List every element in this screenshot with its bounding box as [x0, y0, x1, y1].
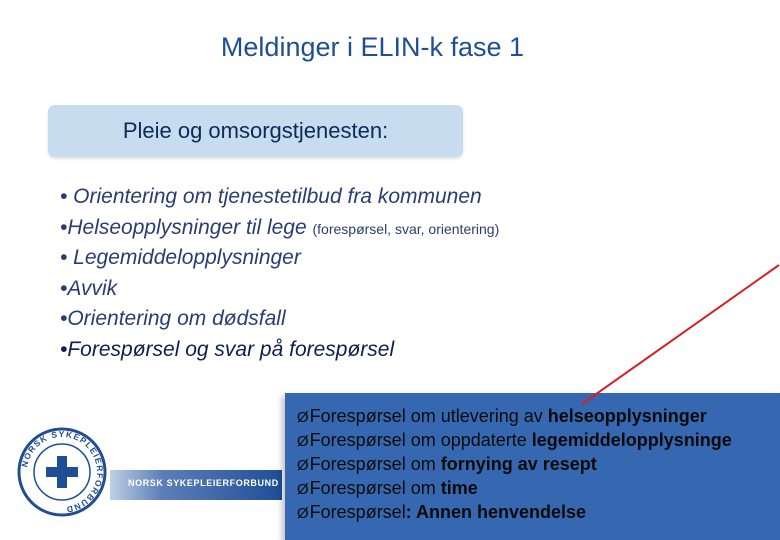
logo-band-text: NORSK SYKEPLEIERFORBUND	[128, 478, 279, 488]
arrow-bullet-icon: Ø	[297, 409, 309, 426]
slide-title: Meldinger i ELIN-k fase 1	[220, 32, 525, 62]
request-type-item: ØForespørsel: Annen henvendelse	[297, 502, 587, 522]
bullet-note: (forespørsel, svar, orientering)	[312, 220, 500, 237]
section-header-box	[48, 105, 463, 157]
arrow-bullet-icon: Ø	[297, 433, 309, 450]
request-type-list	[297, 404, 732, 524]
bullet-item: • Legemiddelopplysninger	[60, 246, 301, 269]
bullet-item: • Orientering om tjenestetilbud fra kommunen	[60, 185, 482, 208]
bullet-item: •Avvik	[60, 276, 118, 300]
request-type-item: ØForespørsel om oppdaterte legemiddelopplysninge	[297, 430, 732, 450]
arrow-bullet-icon: Ø	[297, 481, 309, 498]
seal-icon	[16, 426, 108, 518]
logo-band	[110, 470, 282, 500]
request-type-item: ØForespørsel om utlevering av helseopplysninger	[297, 406, 707, 426]
bullet-item: •Helseopplysninger til lege (forespørsel, svar, orientering)	[60, 215, 500, 239]
request-type-item: ØForespørsel om time	[297, 478, 478, 498]
bullet-list	[60, 182, 499, 365]
bullet-item: •Orientering om dødsfall	[60, 307, 286, 330]
pointer-line	[582, 265, 779, 404]
svg-text:NORSK SYKEPLEIERFORBUND: NORSK SYKEPLEIERFORBUND	[19, 428, 106, 515]
organization-logo	[0, 418, 300, 540]
bullet-item: •Forespørsel og svar på forespørsel	[60, 337, 395, 361]
request-type-item: ØForespørsel om fornying av resept	[297, 454, 597, 474]
arrow-bullet-icon: Ø	[297, 505, 309, 522]
section-header-label: Pleie og omsorgstjenesten:	[122, 118, 389, 143]
message-request-popup	[285, 393, 780, 540]
arrow-bullet-icon: Ø	[297, 457, 309, 474]
